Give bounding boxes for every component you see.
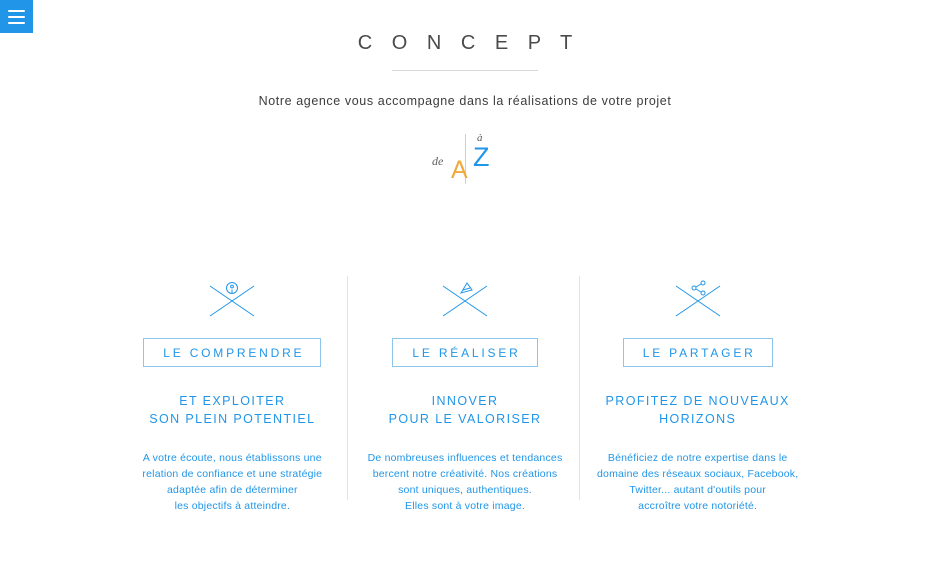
hamburger-menu-icon xyxy=(8,10,25,12)
de-a-a-z-logo xyxy=(405,130,525,192)
compass-crossed-arrows-icon xyxy=(120,276,345,320)
feature-body-realiser xyxy=(353,450,578,514)
feature-headline-partager xyxy=(585,392,810,428)
feature-label-realiser: LE RÉALISER xyxy=(392,338,537,367)
share-crossed-arrows-icon xyxy=(585,276,810,320)
feature-label-comprendre: LE COMPRENDRE xyxy=(143,338,321,367)
body-line-3: sont uniques, authentiques. xyxy=(398,484,532,496)
feature-column-realiser xyxy=(349,276,582,514)
body-line-3: Twitter... autant d'outils pour xyxy=(629,484,766,496)
body-line-4: accroître votre notoriété. xyxy=(638,500,758,512)
body-line-3: adaptée afin de déterminer xyxy=(166,484,298,496)
headline-line-1: ET EXPLOITER xyxy=(179,394,286,408)
title-divider xyxy=(392,70,538,71)
hamburger-menu-button[interactable] xyxy=(0,0,33,33)
body-line-2: bercent notre créativité. Nos créations xyxy=(372,468,558,480)
logo-letter-z: Z xyxy=(473,142,490,172)
hamburger-menu-icon-bar-2 xyxy=(8,16,25,18)
feature-body-partager xyxy=(585,450,810,514)
body-line-1: A votre écoute, nous établissons une xyxy=(142,452,322,464)
headline-line-1: PROFITEZ DE NOUVEAUX xyxy=(605,394,790,408)
headline-line-2: POUR LE VALORISER xyxy=(388,412,542,426)
feature-headline-comprendre xyxy=(120,392,345,428)
logo-letter-a: A xyxy=(451,156,468,184)
feature-column-comprendre xyxy=(116,276,349,514)
headline-line-1: INNOVER xyxy=(431,394,499,408)
pen-crossed-arrows-icon xyxy=(353,276,578,320)
feature-column-partager xyxy=(581,276,814,514)
page-title: C O N C E P T xyxy=(357,32,580,54)
body-line-2: domaine des réseaux sociaux, Facebook, xyxy=(596,468,799,480)
body-line-4: les objectifs à atteindre. xyxy=(174,500,291,512)
headline-line-2: SON PLEIN POTENTIEL xyxy=(149,412,316,426)
body-line-1: De nombreuses influences et tendances xyxy=(367,452,563,464)
hamburger-menu-icon-bar-3 xyxy=(8,22,25,24)
feature-body-comprendre xyxy=(120,450,345,514)
feature-columns xyxy=(0,276,930,514)
body-line-4: Elles sont à votre image. xyxy=(405,500,525,512)
feature-label-partager: LE PARTAGER xyxy=(623,338,773,367)
body-line-2: relation de confiance et une stratégie xyxy=(142,468,323,480)
page-subtitle: Notre agence vous accompagne dans la réalisations de votre projet xyxy=(258,94,672,108)
logo-accent-a: à xyxy=(477,132,483,144)
logo-de-text: de xyxy=(432,154,444,168)
headline-line-2: HORIZONS xyxy=(659,412,737,426)
body-line-1: Bénéficiez de notre expertise dans le xyxy=(607,452,788,464)
feature-headline-realiser xyxy=(353,392,578,428)
